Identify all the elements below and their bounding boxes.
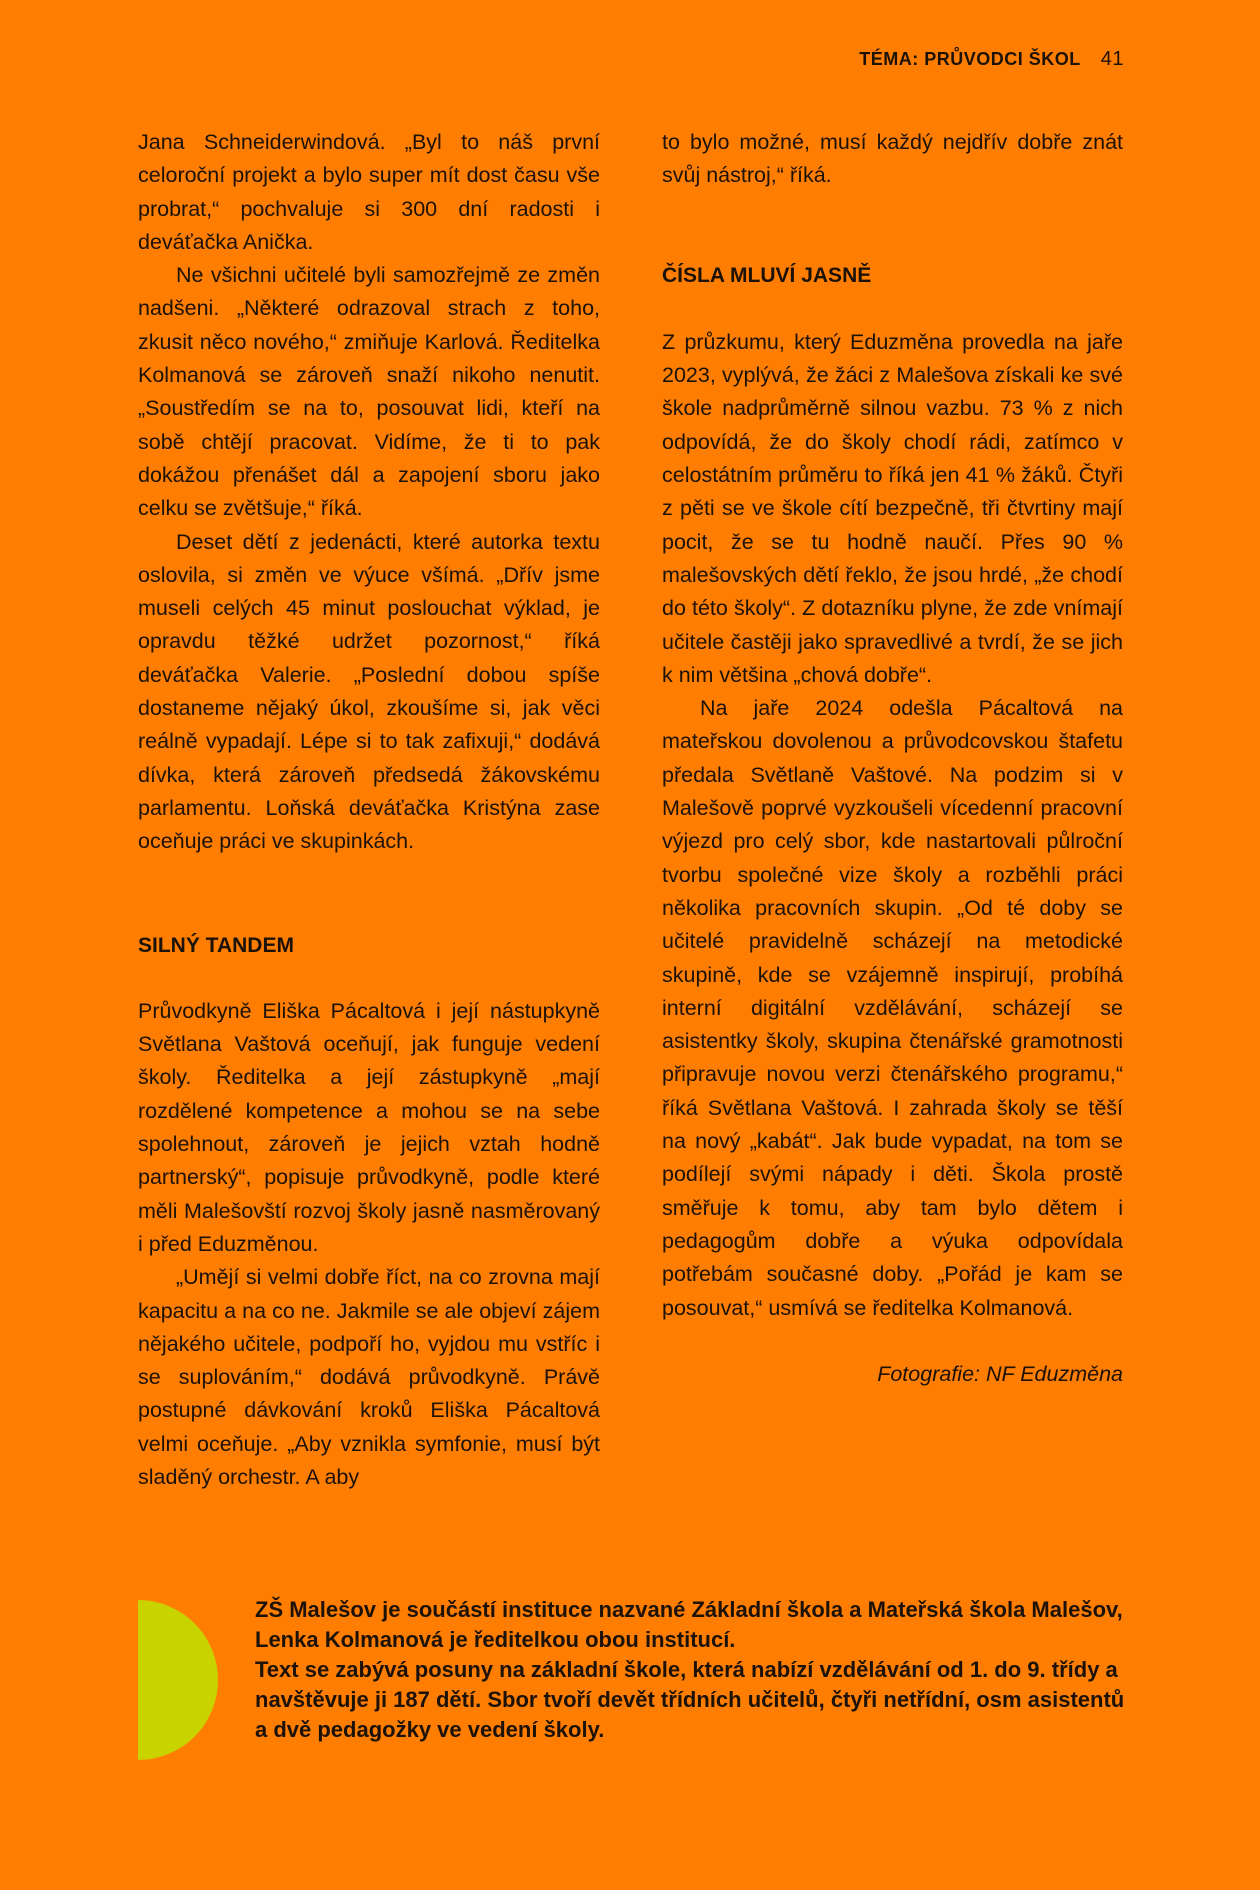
info-box-text: Text se zabývá posuny na základní škole, která nabízí vzdělávání od 1. do 9. třídy a navštěvuje ji 187 dětí. Sbor tvoří devět třídních učitelů, čtyři netřídní, osm asistentů a dvě pedagožky ve vedení školy. [255, 1657, 1125, 1742]
page-number: 41 [1100, 48, 1124, 70]
section-heading-silny-tandem: SILNÝ TANDEM [138, 933, 294, 957]
paragraph: to bylo možné, musí každý nejdřív dobře znát svůj nástroj,“ říká. [662, 130, 1123, 188]
section-title: TÉMA: PRŮVODCI ŠKOL [859, 49, 1081, 69]
photo-credit: Fotografie: NF Eduzměna [877, 1361, 1123, 1386]
paragraph: „Umějí si velmi dobře říct, na co zrovna mají kapacitu a na co ne. Jakmile se ale objeví zájem nějakého učitele, podpoří ho, vyjdou mu vstříc i se suplováním,“ dodává průvodkyně. Právě postupné dávkování kroků Eliška Pácaltová velmi oceňuje. „Aby vznikla symfonie, musí být sladěný orchestr. A aby [138, 1265, 600, 1489]
paragraph: Na jaře 2024 odešla Pácaltová na mateřskou dovolenou a průvodcovskou štafetu předala Světlaně Vaštové. Na podzim si v Malešově poprvé vyzkoušeli vícedenní pracovní výjezd pro celý sbor, kde nastartovali půlroční tvorbu společné vize školy a rozběhli práci několika pracovních skupin. „Od té doby se učitelé pravidelně scházejí na metodické skupině, kde se vzájemně inspirují, probíhá interní digitální vzdělávání, scházejí se asistentky školy, skupina čtenářské gramotnosti připravuje novou verzi čtenářského programu,“ říká Světlana Vaštová. I zahrada školy se těší na nový „kabát“. Jak bude vypadat, na tom se podílejí svými nápady i děti. Škola prostě směřuje k tomu, aby tam bylo dětem i pedagogům dobře a výuka odpovídala potřebám současné doby. „Pořád je kam se posouvat,“ usmívá se ředitelka Kolmanová. [662, 696, 1123, 1320]
paragraph: Deset dětí z jedenácti, které autorka textu oslovila, si změn ve výuce všímá. „Dřív jsme museli celých 45 minut poslouchat výklad, je opravdu těžké udržet pozornost,“ říká deváťačka Valerie. „Poslední dobou spíše dostaneme nějaký úkol, zkoušíme si, jak věci reálně vypadají. Lépe si to tak zafixuji,“ dodává dívka, která zároveň předsedá žákovskému parlamentu. Loňská deváťačka Kristýna zase oceňuje práci ve skupinkách. [138, 529, 600, 854]
paragraph: Průvodkyně Eliška Pácaltová i její nástupkyně Světlana Vaštová oceňují, jak funguje vedení školy. Ředitelka a její zástupkyně „mají rozdělené kompetence a mohou se na sebe spolehnout, zároveň je jejich vztah hodně partnerský“, popisuje průvodkyně, podle které měli Malešovští rozvoj školy jasně nasměrovaný i před Eduzměnou. [138, 998, 600, 1256]
paragraph: Ne všichni učitelé byli samozřejmě ze změn nadšeni. „Některé odrazoval strach z toho, zkusit něco nového,“ zmiňuje Karlová. Ředitelka Kolmanová se zároveň snaží nikoho nenutit. „Soustředím se na to, posouvat lidi, kteří na sobě chtějí pracovat. Vidíme, že ti to pak dokážou přenášet dál a zapojení sboru jako celku se zvětšuje,“ říká. [138, 263, 600, 521]
paragraph: Z průzkumu, který Eduzměna provedla na jaře 2023, vyplývá, že žáci z Malešova získali ke své škole nadprůměrně silnou vazbu. 73 % z nich odpovídá, že do školy chodí rádi, zatímco v celostátním průměru to říká jen 41 % žáků. Čtyři z pěti se ve škole cítí bezpečně, tři čtvrtiny mají pocit, že se tu hodně naučí. Přes 90 % malešovských dětí řeklo, že jsou hrdé, „že chodí do této školy“. Z dotazníku plyne, že zde vnímají učitele častěji jako spravedlivé a tvrdí, že se jich k nim většina „chová dobře“. [662, 329, 1123, 687]
section-heading-cisla-mluvi-jasne: ČÍSLA MLUVÍ JASNĚ [662, 263, 872, 287]
running-header [859, 48, 1124, 71]
right-column [662, 126, 1123, 1391]
left-column [138, 126, 600, 1494]
half-disc-decoration [138, 1600, 218, 1760]
info-box [255, 1595, 1135, 1745]
info-box-text: ZŠ Malešov je součástí instituce nazvané Základní škola a Mateřská škola Malešov, Lenka Kolmanová je ředitelkou obou institucí. [255, 1597, 1123, 1652]
paragraph: Jana Schneiderwindová. „Byl to náš první celoroční projekt a bylo super mít dost času vše probrat,“ pochvaluje si 300 dní radosti i deváťačka Anička. [138, 130, 600, 254]
